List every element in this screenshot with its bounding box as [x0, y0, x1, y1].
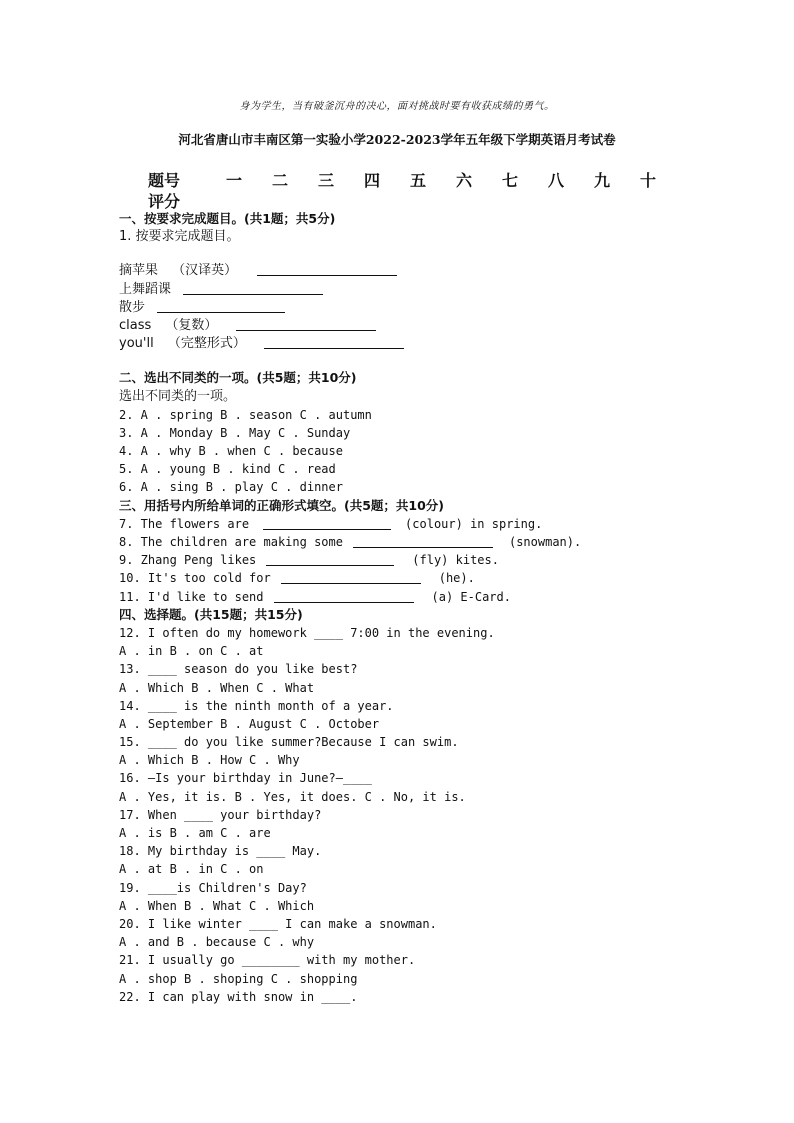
question-line: 13. ____ season do you like best?	[119, 662, 358, 677]
question-line: 5. A . young B . kind C . read	[119, 462, 336, 477]
option-line: A . in B . on C . at	[119, 644, 264, 659]
question-line: 22. I can play with snow in ____.	[119, 989, 358, 1004]
s1-item-5-word: you'll	[119, 336, 154, 352]
question-10	[119, 569, 679, 587]
score-col-2: 二	[272, 171, 289, 190]
answer-blank[interactable]	[274, 590, 414, 603]
question-text: (he).	[438, 571, 475, 586]
question-11	[119, 588, 679, 606]
s1-item-1	[119, 262, 679, 280]
s1-item-2-word: 上舞蹈课	[119, 281, 172, 297]
option-line: A . and B . because C . why	[119, 935, 315, 950]
section-4-header: 四、选择题。(共15题；共15分)	[119, 606, 303, 622]
score-col-7: 七	[502, 171, 519, 190]
s1-item-3-word: 散步	[119, 299, 146, 315]
answer-blank[interactable]	[281, 571, 421, 584]
answer-blank[interactable]	[263, 517, 391, 530]
exam-title: 河北省唐山市丰南区第一实验小学2022-2023学年五年级下学期英语月考试卷	[178, 132, 616, 147]
option-line: A . is B . am C . are	[119, 826, 271, 840]
option-line: A . Which B . When C . What	[119, 680, 315, 695]
answer-blank[interactable]	[264, 336, 404, 349]
score-col-6: 六	[456, 171, 473, 190]
question-8	[119, 533, 679, 551]
question-text: 9. Zhang Peng likes	[119, 553, 257, 568]
question-line: 6. A . sing B . play C . dinner	[119, 480, 343, 495]
score-col-1: 一	[226, 171, 243, 190]
score-col-4: 四	[364, 171, 381, 190]
s1-item-3	[119, 299, 679, 317]
answer-blank[interactable]	[157, 300, 285, 313]
question-line: 14. ____ is the ninth month of a year.	[119, 698, 394, 713]
score-col-10: 十	[640, 171, 657, 190]
question-text: 10. It's too cold for	[119, 571, 271, 586]
question-text: (snowman).	[508, 535, 582, 549]
score-row-label: 题号	[148, 171, 181, 190]
score-col-3: 三	[318, 171, 335, 190]
question-7	[119, 515, 679, 533]
answer-blank[interactable]	[257, 263, 397, 276]
answer-blank[interactable]	[353, 535, 493, 548]
answer-blank[interactable]	[236, 318, 376, 331]
score-col-8: 八	[548, 171, 565, 190]
answer-blank[interactable]	[183, 282, 323, 295]
section-2-header: 二、选出不同类的一项。(共5题；共10分)	[119, 370, 357, 386]
s1-item-2	[119, 281, 679, 299]
question-line: 19. ____is Children's Day?	[119, 880, 307, 895]
option-line: A . Yes, it is. B . Yes, it does. C . No, it is.	[119, 789, 466, 804]
question-line: 15. ____ do you like summer?Because I can swim.	[119, 735, 459, 750]
s1-item-1-note: （汉译英）	[172, 263, 238, 279]
section-2-instruction: 选出不同类的一项。	[119, 388, 237, 404]
score-col-5: 五	[410, 171, 427, 190]
question-text: (fly) kites.	[412, 553, 499, 568]
question-text: 8. The children are making some	[119, 535, 343, 549]
option-line: A . When B . What C . Which	[119, 898, 315, 913]
motto: 身为学生，当有破釜沉舟的决心，面对挑战时要有收获成绩的勇气。	[239, 101, 555, 112]
option-line: A . at B . in C . on	[119, 862, 264, 877]
question-line: 2. A . spring B . season C . autumn	[119, 407, 372, 422]
option-line: A . September B . August C . October	[119, 716, 380, 731]
s1-item-4-note: （复数）	[165, 317, 218, 333]
s1-item-5-note: （完整形式）	[167, 336, 246, 352]
question-line: 20. I like winter ____ I can make a snowman.	[119, 916, 437, 931]
exam-body	[119, 210, 679, 1006]
question-text: (colour) in spring.	[405, 516, 543, 531]
question-line: 18. My birthday is ____ May.	[119, 844, 322, 859]
question-line: 12. I often do my homework ____ 7:00 in the evening.	[119, 625, 495, 640]
question-line: 4. A . why B . when C . because	[119, 444, 343, 459]
question-line: 21. I usually go ________ with my mother.	[119, 953, 416, 968]
question-text: (a) E-Card.	[431, 589, 511, 604]
option-line: A . Which B . How C . Why	[119, 753, 300, 768]
question-text: 11. I'd like to send	[119, 589, 264, 604]
s1-item-5	[119, 335, 679, 353]
s1-item-4	[119, 317, 679, 335]
score-row-label-2: 评分	[148, 192, 181, 211]
score-col-9: 九	[594, 171, 611, 190]
score-table-header-row	[148, 168, 668, 190]
s1-item-4-word: class	[119, 317, 152, 333]
section-3-header: 三、用括号内所给单词的正确形式填空。(共5题；共10分)	[119, 497, 445, 513]
answer-blank[interactable]	[266, 553, 394, 566]
option-line: A . shop B . shoping C . shopping	[119, 971, 358, 986]
question-line: 17. When ____ your birthday?	[119, 807, 322, 822]
section-1-header: 一、按要求完成题目。(共1题；共5分)	[119, 211, 336, 226]
question-line: 3. A . Monday B . May C . Sunday	[119, 425, 351, 440]
question-text: 7. The flowers are	[119, 516, 250, 531]
question-9	[119, 551, 679, 569]
s1-item-1-word: 摘苹果	[119, 263, 159, 279]
question-1-text: 1. 按要求完成题目。	[119, 229, 240, 245]
question-line: 16. —Is your birthday in June?—____	[119, 771, 372, 786]
